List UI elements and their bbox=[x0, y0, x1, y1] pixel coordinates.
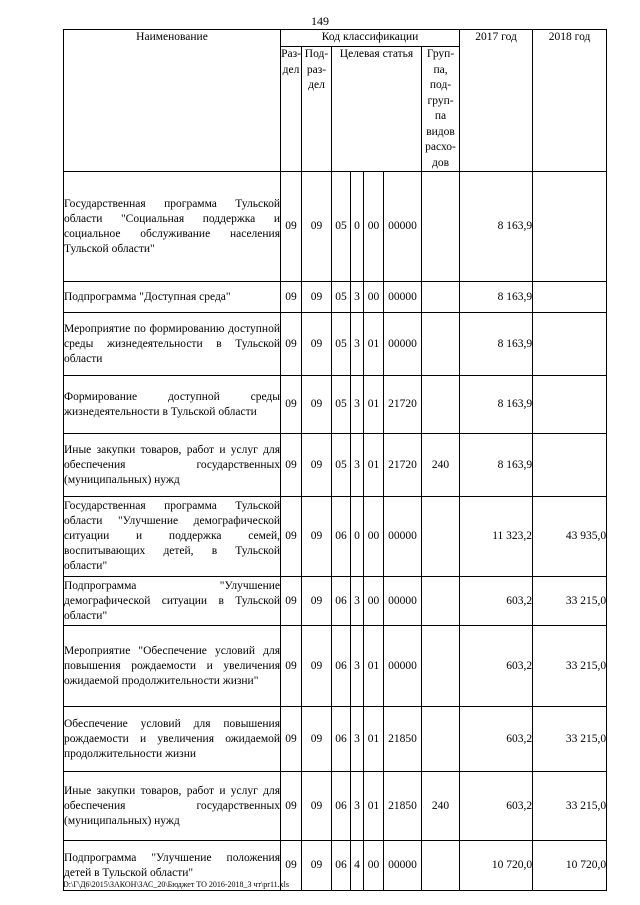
row-podrazdel: 09 bbox=[302, 707, 332, 772]
row-target-program: 06 bbox=[332, 577, 351, 626]
table-header bbox=[64, 30, 607, 172]
row-target-subprogram: 0 bbox=[351, 497, 364, 577]
row-amount-2017: 603,2 bbox=[460, 577, 533, 626]
row-name: Обеспечение условий для повышения рождаемости и увеличения ожидаемой продолжительности жизни bbox=[64, 707, 281, 772]
row-target-subprogram: 3 bbox=[351, 282, 364, 313]
row-target-event: 00 bbox=[364, 172, 384, 282]
row-target-event: 01 bbox=[364, 434, 384, 497]
row-target-subprogram: 3 bbox=[351, 313, 364, 376]
row-target-event: 00 bbox=[364, 577, 384, 626]
file-path-footer: D:\Г\Д6\2015\ЗАКОН\ЗАС_20\Бюджет ТО 2016-2018_3 чт\pr11.xls bbox=[63, 880, 289, 889]
header-group-line: па, bbox=[433, 63, 448, 76]
row-target-direction: 00000 bbox=[384, 282, 422, 313]
header-group-line: под- bbox=[429, 79, 452, 92]
header-group-line: видов bbox=[426, 125, 455, 138]
row-podrazdel: 09 bbox=[302, 313, 332, 376]
row-podrazdel: 09 bbox=[302, 497, 332, 577]
row-target-subprogram: 3 bbox=[351, 577, 364, 626]
row-name: Государственная программа Тульской области "Улучшение демографической ситуации и поддержка семей, воспитывающих детей, в Тульской области" bbox=[64, 497, 281, 577]
table-row bbox=[64, 434, 607, 497]
header-name: Наименование bbox=[64, 30, 281, 172]
row-target-event: 01 bbox=[364, 313, 384, 376]
table-row bbox=[64, 772, 607, 841]
header-year-2017: 2017 год bbox=[460, 30, 533, 172]
row-target-program: 05 bbox=[332, 172, 351, 282]
budget-table bbox=[63, 29, 607, 891]
header-group-line: Груп- bbox=[426, 48, 455, 60]
row-razdel: 09 bbox=[281, 282, 302, 313]
table-row bbox=[64, 497, 607, 577]
header-year-2018: 2018 год bbox=[533, 30, 607, 172]
row-name: Формирование доступной среды жизнедеятельности в Тульской области bbox=[64, 376, 281, 434]
header-podrazdel-line: Под- bbox=[304, 48, 329, 60]
table-row bbox=[64, 282, 607, 313]
table-row bbox=[64, 313, 607, 376]
row-target-subprogram: 0 bbox=[351, 172, 364, 282]
row-target-direction: 00000 bbox=[384, 313, 422, 376]
row-target-subprogram: 3 bbox=[351, 434, 364, 497]
row-amount-2017: 8 163,9 bbox=[460, 313, 533, 376]
row-target-event: 00 bbox=[364, 497, 384, 577]
row-target-direction: 00000 bbox=[384, 172, 422, 282]
table-body bbox=[64, 172, 607, 891]
header-razdel-line: Раз- bbox=[281, 48, 301, 60]
row-razdel: 09 bbox=[281, 772, 302, 841]
row-target-program: 05 bbox=[332, 282, 351, 313]
row-group: 240 bbox=[422, 434, 460, 497]
row-name: Мероприятие по формированию доступной среды жизнедеятельности в Тульской области bbox=[64, 313, 281, 376]
row-name: Иные закупки товаров, работ и услуг для обеспечения государственных (муниципальных) нужд bbox=[64, 434, 281, 497]
row-podrazdel: 09 bbox=[302, 376, 332, 434]
row-razdel: 09 bbox=[281, 376, 302, 434]
row-amount-2017: 603,2 bbox=[460, 707, 533, 772]
row-target-direction: 00000 bbox=[384, 577, 422, 626]
row-name: Подпрограмма "Улучшение положения детей в Тульской области" bbox=[64, 841, 281, 891]
row-name: Подпрограмма "Доступная среда" bbox=[64, 282, 281, 313]
row-group bbox=[422, 313, 460, 376]
row-target-subprogram: 3 bbox=[351, 626, 364, 707]
row-razdel: 09 bbox=[281, 497, 302, 577]
row-amount-2017: 8 163,9 bbox=[460, 282, 533, 313]
row-target-direction: 21850 bbox=[384, 772, 422, 841]
row-group bbox=[422, 707, 460, 772]
row-target-event: 00 bbox=[364, 282, 384, 313]
row-amount-2018: 33 215,0 bbox=[533, 626, 607, 707]
table-row bbox=[64, 172, 607, 282]
row-razdel: 09 bbox=[281, 626, 302, 707]
row-amount-2018 bbox=[533, 172, 607, 282]
header-code-group: Код классификации bbox=[281, 30, 460, 47]
header-razdel bbox=[281, 47, 302, 172]
row-razdel: 09 bbox=[281, 577, 302, 626]
row-target-program: 05 bbox=[332, 434, 351, 497]
row-target-event: 01 bbox=[364, 772, 384, 841]
row-group bbox=[422, 626, 460, 707]
row-name: Иные закупки товаров, работ и услуг для обеспечения государственных (муниципальных) нужд bbox=[64, 772, 281, 841]
row-target-direction: 00000 bbox=[384, 626, 422, 707]
row-target-event: 00 bbox=[364, 841, 384, 891]
header-podrazdel-line: раз- bbox=[306, 63, 327, 76]
row-target-direction: 21850 bbox=[384, 707, 422, 772]
row-amount-2017: 603,2 bbox=[460, 772, 533, 841]
row-razdel: 09 bbox=[281, 434, 302, 497]
row-target-direction: 00000 bbox=[384, 497, 422, 577]
row-target-event: 01 bbox=[364, 376, 384, 434]
row-target-program: 06 bbox=[332, 841, 351, 891]
header-group-line: груп- bbox=[427, 94, 454, 107]
row-podrazdel: 09 bbox=[302, 434, 332, 497]
row-target-program: 05 bbox=[332, 313, 351, 376]
row-amount-2017: 11 323,2 bbox=[460, 497, 533, 577]
row-amount-2018: 33 215,0 bbox=[533, 772, 607, 841]
table-row bbox=[64, 626, 607, 707]
row-podrazdel: 09 bbox=[302, 841, 332, 891]
row-razdel: 09 bbox=[281, 172, 302, 282]
row-target-direction: 21720 bbox=[384, 434, 422, 497]
row-razdel: 09 bbox=[281, 707, 302, 772]
row-target-subprogram: 3 bbox=[351, 707, 364, 772]
row-target-program: 06 bbox=[332, 707, 351, 772]
header-group-line: расхо- bbox=[425, 141, 456, 154]
table-row bbox=[64, 577, 607, 626]
row-podrazdel: 09 bbox=[302, 626, 332, 707]
row-name: Государственная программа Тульской области "Социальная поддержка и социальное обслуживание населения Тульской области" bbox=[64, 172, 281, 282]
row-amount-2018 bbox=[533, 376, 607, 434]
row-amount-2018: 33 215,0 bbox=[533, 577, 607, 626]
row-podrazdel: 09 bbox=[302, 772, 332, 841]
row-amount-2018: 33 215,0 bbox=[533, 707, 607, 772]
row-group: 240 bbox=[422, 772, 460, 841]
header-target: Целевая статья bbox=[332, 47, 422, 172]
row-amount-2017: 603,2 bbox=[460, 626, 533, 707]
row-target-event: 01 bbox=[364, 707, 384, 772]
row-amount-2018 bbox=[533, 313, 607, 376]
row-target-direction: 00000 bbox=[384, 841, 422, 891]
row-target-direction: 21720 bbox=[384, 376, 422, 434]
row-podrazdel: 09 bbox=[302, 577, 332, 626]
header-group bbox=[422, 47, 460, 172]
row-razdel: 09 bbox=[281, 313, 302, 376]
row-group bbox=[422, 282, 460, 313]
table-row bbox=[64, 707, 607, 772]
row-group bbox=[422, 376, 460, 434]
header-razdel-line: дел bbox=[282, 63, 300, 76]
page-number: 149 bbox=[311, 14, 329, 28]
row-group bbox=[422, 497, 460, 577]
header-group-line: па bbox=[434, 110, 447, 123]
row-amount-2017: 8 163,9 bbox=[460, 376, 533, 434]
row-target-program: 06 bbox=[332, 626, 351, 707]
row-target-subprogram: 3 bbox=[351, 772, 364, 841]
row-amount-2018 bbox=[533, 434, 607, 497]
row-group bbox=[422, 841, 460, 891]
row-amount-2017: 8 163,9 bbox=[460, 434, 533, 497]
row-podrazdel: 09 bbox=[302, 282, 332, 313]
row-group bbox=[422, 172, 460, 282]
table-row bbox=[64, 376, 607, 434]
row-podrazdel: 09 bbox=[302, 172, 332, 282]
row-amount-2018 bbox=[533, 282, 607, 313]
row-amount-2017: 10 720,0 bbox=[460, 841, 533, 891]
row-target-program: 06 bbox=[332, 497, 351, 577]
row-target-event: 01 bbox=[364, 626, 384, 707]
row-amount-2017: 8 163,9 bbox=[460, 172, 533, 282]
row-amount-2018: 10 720,0 bbox=[533, 841, 607, 891]
header-podrazdel bbox=[302, 47, 332, 172]
row-group bbox=[422, 577, 460, 626]
row-name: Подпрограмма "Улучшение демографической ситуации в Тульской области" bbox=[64, 577, 281, 626]
row-target-program: 06 bbox=[332, 772, 351, 841]
row-target-subprogram: 4 bbox=[351, 841, 364, 891]
row-name: Мероприятие "Обеспечение условий для повышения рождаемости и увеличения ожидаемой продолжительности жизни" bbox=[64, 626, 281, 707]
header-podrazdel-line: дел bbox=[308, 79, 325, 92]
row-target-subprogram: 3 bbox=[351, 376, 364, 434]
row-razdel: 09 bbox=[281, 841, 302, 891]
row-amount-2018: 43 935,0 bbox=[533, 497, 607, 577]
row-target-program: 05 bbox=[332, 376, 351, 434]
header-group-line: дов bbox=[432, 156, 450, 169]
